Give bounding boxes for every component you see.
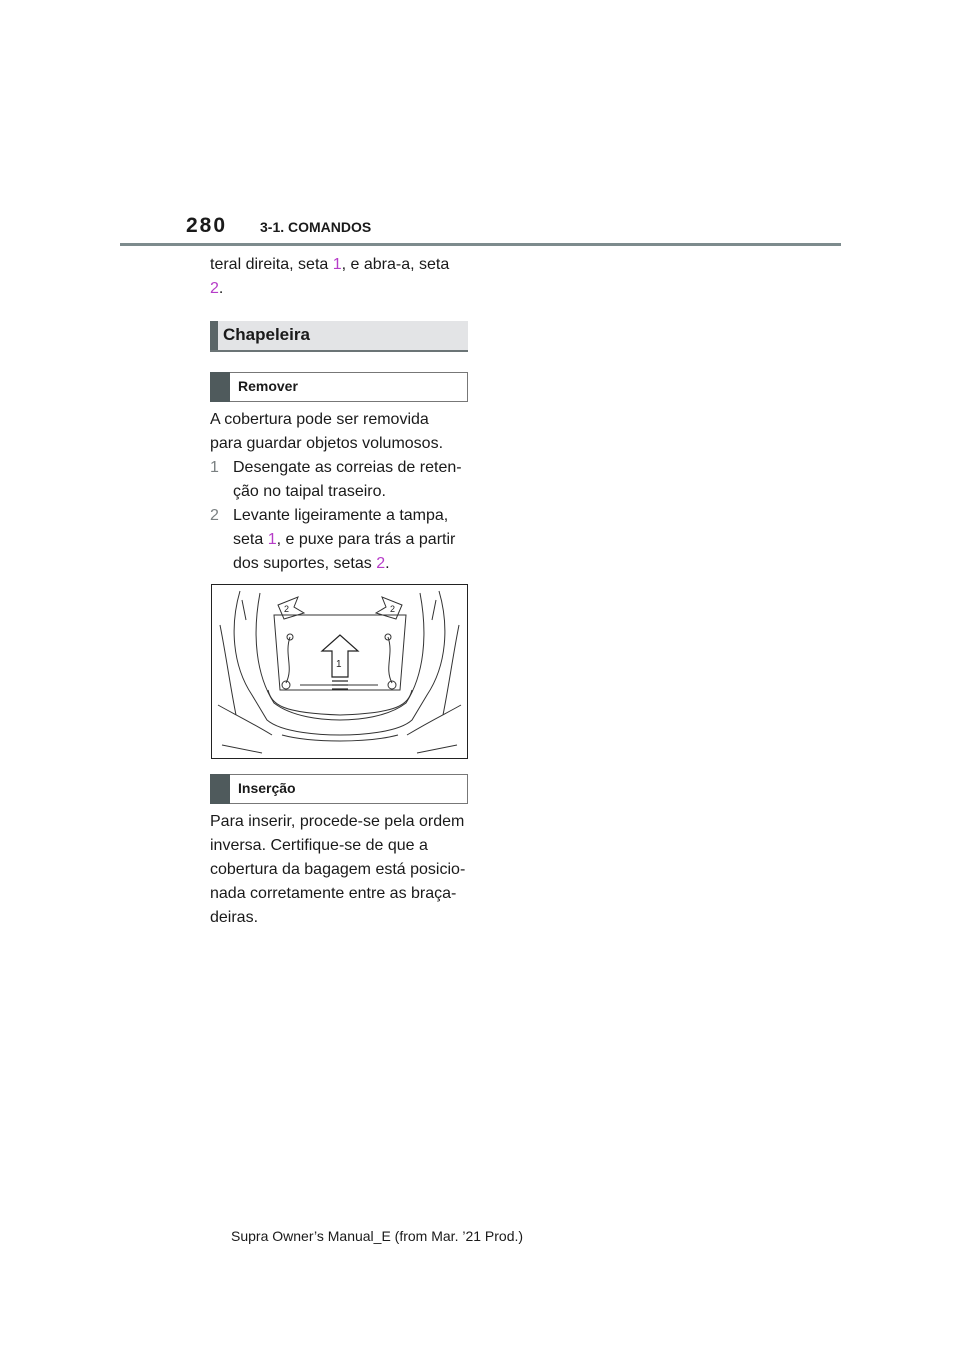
intro-arrow-1: 1 [332, 256, 342, 273]
step-2-line-2b: , e puxe para trás a partir [276, 531, 456, 548]
step-1-text [233, 456, 473, 504]
page-number: 280 [186, 214, 228, 237]
intro-arrow-2: 2 [210, 280, 219, 297]
heading-bar [210, 321, 218, 350]
intro-text-2: , e abra-a, seta [341, 256, 450, 273]
figure-arrow-label-left: 2 [284, 604, 290, 614]
insercao-paragraph [210, 810, 475, 930]
heading-chapeleira [210, 321, 468, 352]
heading-chapeleira-label: Chapeleira [223, 325, 310, 344]
step-2-line-3a: dos suportes, setas [233, 555, 377, 572]
remover-paragraph [210, 408, 475, 456]
heading-bar [210, 774, 230, 804]
heading-remover-label: Remover [238, 378, 298, 394]
section-title: 3-1. COMANDOS [260, 219, 372, 235]
remover-line-1: A cobertura pode ser removida [210, 411, 429, 428]
heading-insercao-label: Inserção [238, 780, 296, 796]
step-2-line-3b: . [385, 555, 390, 572]
insercao-line-5: deiras. [210, 909, 259, 926]
insercao-line-2: inversa. Certifique-se de que a [210, 837, 428, 854]
heading-bar [210, 372, 230, 402]
remover-line-2: para guardar objetos volumosos. [210, 435, 444, 452]
step-number: 2 [210, 507, 219, 524]
intro-text-3: . [218, 280, 224, 297]
heading-insercao [210, 774, 468, 804]
insercao-line-3: cobertura da bagagem está posicio- [210, 861, 466, 878]
heading-remover [210, 372, 468, 402]
step-2-arrow-2: 2 [376, 555, 386, 572]
header-rule [120, 243, 841, 246]
intro-text-1: teral direita, seta [210, 256, 333, 273]
step-1-line-2: ção no taipal traseiro. [233, 483, 386, 500]
step-2-line-2a: seta [233, 531, 268, 548]
insercao-line-1: Para inserir, procede-se pela ordem [210, 813, 465, 830]
figure-arrow-label-center: 1 [336, 659, 342, 670]
step-2-arrow-1: 1 [267, 531, 277, 548]
intro-paragraph [210, 253, 475, 301]
figure-arrow-label-right: 2 [390, 604, 396, 614]
step-2-text [233, 504, 473, 576]
trunk-drawing [212, 585, 467, 758]
insercao-line-4: nada corretamente entre as braça- [210, 885, 457, 902]
footer-text: Supra Owner’s Manual_E (from Mar. ’21 Prod.) [231, 1228, 524, 1244]
step-2-line-1: Levante ligeiramente a tampa, [233, 507, 449, 524]
trunk-illustration [211, 584, 468, 759]
step-1-line-1: Desengate as correias de reten- [233, 459, 462, 476]
step-number: 1 [210, 459, 219, 476]
